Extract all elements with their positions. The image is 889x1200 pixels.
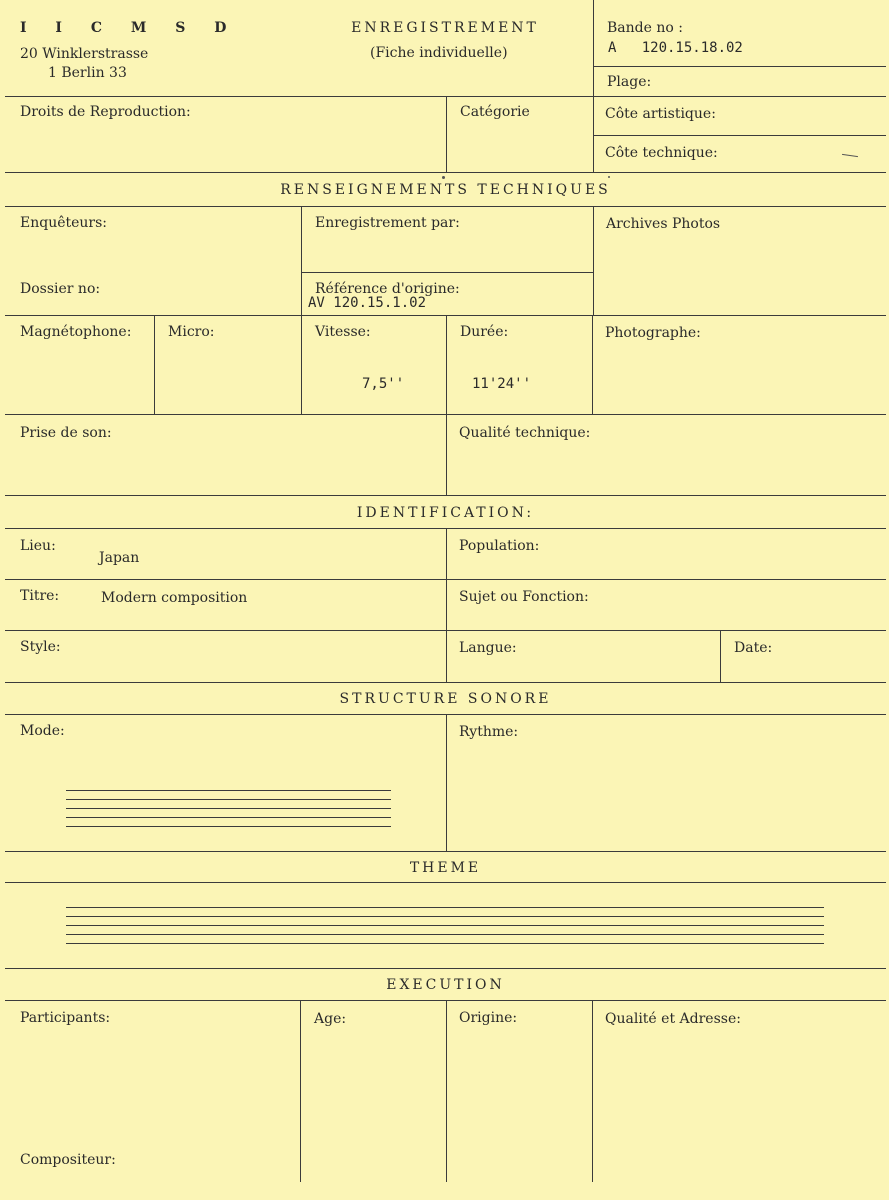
rule (593, 0, 594, 97)
rule (5, 172, 886, 173)
rule (5, 882, 886, 883)
titre-value: Modern composition (101, 590, 248, 606)
rule (5, 579, 886, 580)
rythme-label: Rythme: (459, 724, 519, 740)
rule (446, 528, 447, 683)
pen-mark (442, 176, 445, 179)
mode-label: Mode: (20, 723, 65, 739)
duree-label: Durée: (460, 324, 509, 340)
theme-heading: THEME (409, 860, 482, 876)
execution-heading: EXECUTION (386, 977, 505, 993)
archives-label: Archives Photos (606, 216, 721, 232)
date-label: Date: (734, 640, 773, 656)
rule (5, 495, 886, 496)
staff-line (66, 916, 824, 917)
rule (446, 315, 447, 415)
staff-line (66, 799, 391, 800)
reference-value: AV 120.15.1.02 (308, 295, 427, 311)
plage-label: Plage: (607, 74, 652, 90)
rule (301, 272, 593, 273)
rule (446, 96, 447, 173)
age-label: Age: (314, 1011, 347, 1027)
staff-line (66, 925, 824, 926)
structure-heading: STRUCTURE SONORE (339, 691, 552, 707)
qualite-technique-label: Qualité technique: (459, 425, 591, 441)
droits-label: Droits de Reproduction: (20, 104, 191, 120)
rule (592, 1000, 593, 1182)
magnetophone-label: Magnétophone: (20, 324, 132, 340)
identification-heading: IDENTIFICATION: (356, 505, 535, 521)
staff-line (66, 826, 391, 827)
enqueteurs-label: Enquêteurs: (20, 215, 108, 231)
rule (593, 66, 886, 67)
prise-label: Prise de son: (20, 425, 112, 441)
rule (300, 1000, 301, 1182)
staff-line (66, 907, 824, 908)
reference-label: Référence d'origine: (315, 281, 460, 297)
staff-line (66, 934, 824, 935)
titre-label: Titre: (20, 588, 60, 604)
address-line-2: 1 Berlin 33 (48, 65, 127, 81)
vitesse-label: Vitesse: (315, 324, 371, 340)
photographe-label: Photographe: (605, 325, 701, 341)
rule (720, 630, 721, 683)
enregistrement-par-label: Enregistrement par: (315, 215, 460, 231)
cote-technique-label: Côte technique: (605, 145, 718, 161)
org-logo: I I C M S D (20, 20, 239, 36)
qualite-adresse-label: Qualité et Adresse: (605, 1011, 741, 1027)
cote-artistique-label: Côte artistique: (605, 106, 716, 122)
address-line-1: 20 Winklerstrasse (20, 46, 149, 62)
rule (446, 1000, 447, 1182)
rule (446, 414, 447, 496)
style-label: Style: (20, 639, 61, 655)
rule (5, 630, 886, 631)
staff-line (66, 943, 824, 944)
pen-mark (842, 154, 858, 157)
langue-label: Langue: (459, 640, 517, 656)
participants-label: Participants: (20, 1010, 111, 1026)
rule (593, 135, 886, 136)
lieu-label: Lieu: (20, 538, 56, 554)
rule (154, 315, 155, 415)
bande-value: A 120.15.18.02 (608, 40, 743, 56)
rule (5, 206, 886, 207)
rule (592, 315, 593, 415)
rule (301, 206, 302, 315)
micro-label: Micro: (168, 324, 215, 340)
rule (301, 315, 302, 415)
lieu-value: Japan (99, 550, 140, 566)
pen-mark (608, 176, 610, 178)
rule (593, 206, 594, 315)
population-label: Population: (459, 538, 540, 554)
staff-line (66, 790, 391, 791)
bande-label: Bande no : (607, 20, 683, 36)
tech-heading: RENSEIGNEMENTS TECHNIQUES (280, 182, 611, 198)
staff-line (66, 808, 391, 809)
duree-value: 11'24'' (472, 376, 532, 392)
rule (5, 851, 886, 852)
rule (446, 714, 447, 852)
rule (5, 968, 886, 969)
categorie-label: Catégorie (460, 104, 530, 120)
staff-line (66, 817, 391, 818)
compositeur-label: Compositeur: (20, 1152, 116, 1168)
form-title: ENREGISTREMENT (351, 20, 539, 36)
vitesse-value: 7,5'' (362, 376, 405, 392)
sujet-label: Sujet ou Fonction: (459, 589, 589, 605)
origine-label: Origine: (459, 1010, 518, 1026)
rule (5, 682, 886, 683)
dossier-label: Dossier no: (20, 281, 101, 297)
form-subtitle: (Fiche individuelle) (370, 45, 508, 61)
